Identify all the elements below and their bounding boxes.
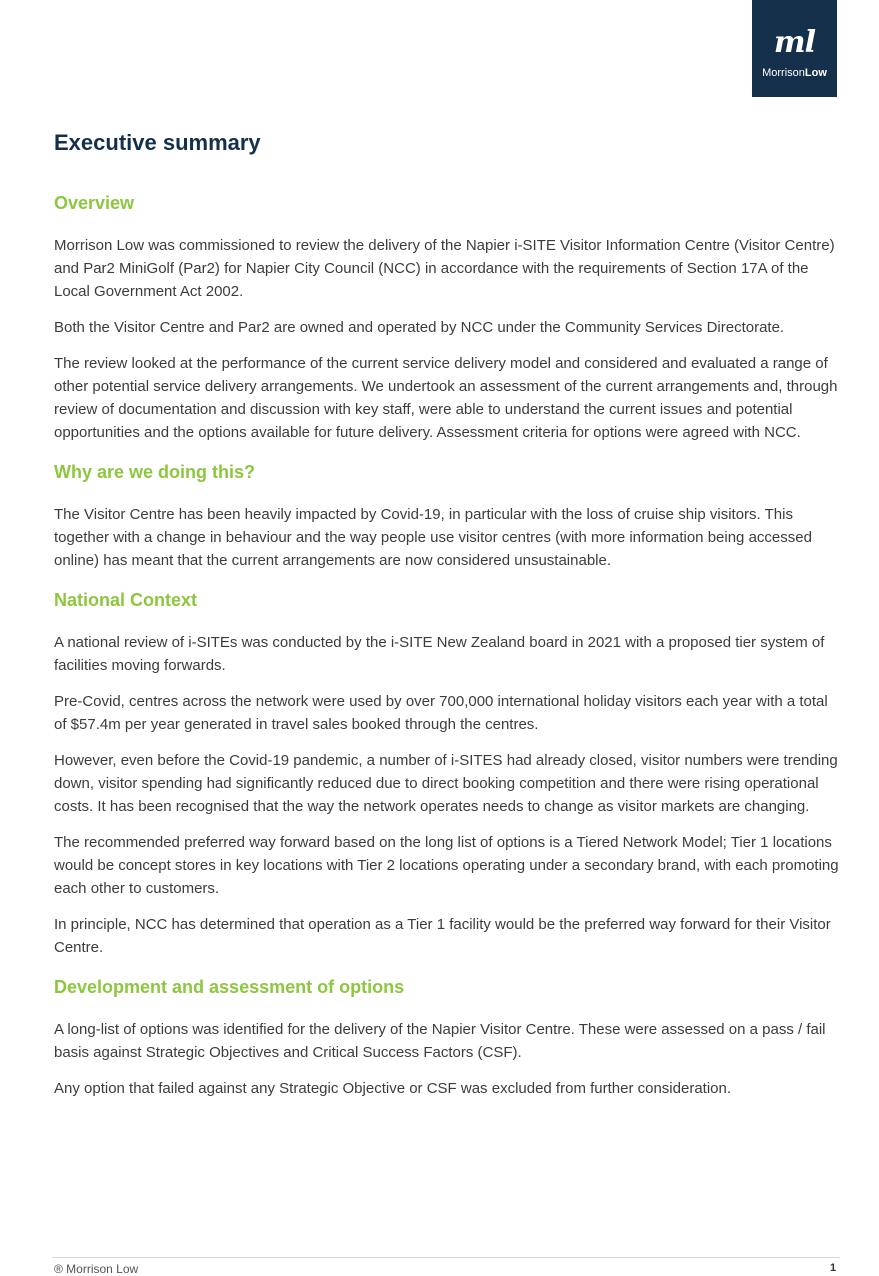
- paragraph: The review looked at the performance of the current service delivery model and considered and evaluated a range of other potential service delivery arrangements. We undertook an assessment of the current arrangements and, through review of documentation and discussion with key staff, were able to understand the current issues and potential opportunities and the options available for future delivery. Assessment criteria for options were agreed with NCC.: [54, 355, 838, 441]
- paragraph: Both the Visitor Centre and Par2 are owned and operated by NCC under the Community Services Directorate.: [54, 319, 785, 336]
- paragraph: A national review of i-SITEs was conducted by the i-SITE New Zealand board in 2021 with a proposed tier system of facilities moving forwards.: [54, 634, 825, 674]
- paragraph: The Visitor Centre has been heavily impacted by Covid-19, in particular with the loss of cruise ship visitors. This together with a change in behaviour and the way people use visitor centres (with more information being accessed online) has meant that the current arrangements are now considered unsustainable.: [54, 506, 812, 569]
- document-body: [54, 188, 844, 1113]
- section-why: [54, 457, 844, 572]
- logo-wordmark-morrison: Morrison: [762, 67, 805, 79]
- section-heading: Overview: [54, 193, 135, 213]
- logo-wordmark: [752, 66, 837, 80]
- paragraph: A long-list of options was identified for the delivery of the Napier Visitor Centre. These were assessed on a pass / fail basis against Strategic Objectives and Critical Success Factors (CSF).: [54, 1021, 826, 1061]
- page-title: Executive summary: [54, 130, 261, 155]
- section-heading: Development and assessment of options: [54, 977, 405, 997]
- section-development-options: [54, 972, 844, 1100]
- paragraph: However, even before the Covid-19 pandemic, a number of i-SITES had already closed, visitor numbers were trending down, visitor spending had significantly reduced due to direct booking competition and there were rising operational costs. It has been recognised that the way the network operates needs to change as visitor markets are changing.: [54, 752, 838, 815]
- footer-copyright: ® Morrison Low: [54, 1262, 139, 1276]
- morrison-low-logo: [752, 0, 837, 97]
- section-national-context: [54, 585, 844, 959]
- paragraph: Pre-Covid, centres across the network were used by over 700,000 international holiday visitors each year with a total of $57.4m per year generated in travel sales booked through the centres.: [54, 693, 828, 733]
- paragraph: The recommended preferred way forward based on the long list of options is a Tiered Network Model; Tier 1 locations would be concept stores in key locations with Tier 2 locations operating under a secondary brand, with each promoting each other to customers.: [54, 834, 839, 897]
- section-overview: [54, 188, 844, 444]
- footer-divider: [52, 1257, 840, 1258]
- logo-wordmark-low: Low: [804, 67, 827, 79]
- section-heading: National Context: [54, 590, 198, 610]
- paragraph: In principle, NCC has determined that operation as a Tier 1 facility would be the preferred way forward for their Visitor Centre.: [54, 916, 831, 956]
- logo-mark: ml: [773, 25, 816, 60]
- paragraph: Any option that failed against any Strategic Objective or CSF was excluded from further consideration.: [54, 1080, 732, 1097]
- section-heading: Why are we doing this?: [54, 462, 256, 482]
- page-number: 1: [830, 1262, 837, 1274]
- paragraph: Morrison Low was commissioned to review the delivery of the Napier i-SITE Visitor Information Centre (Visitor Centre) and Par2 MiniGolf (Par2) for Napier City Council (NCC) in accordance with the requirements of Section 17A of the Local Government Act 2002.: [54, 237, 835, 300]
